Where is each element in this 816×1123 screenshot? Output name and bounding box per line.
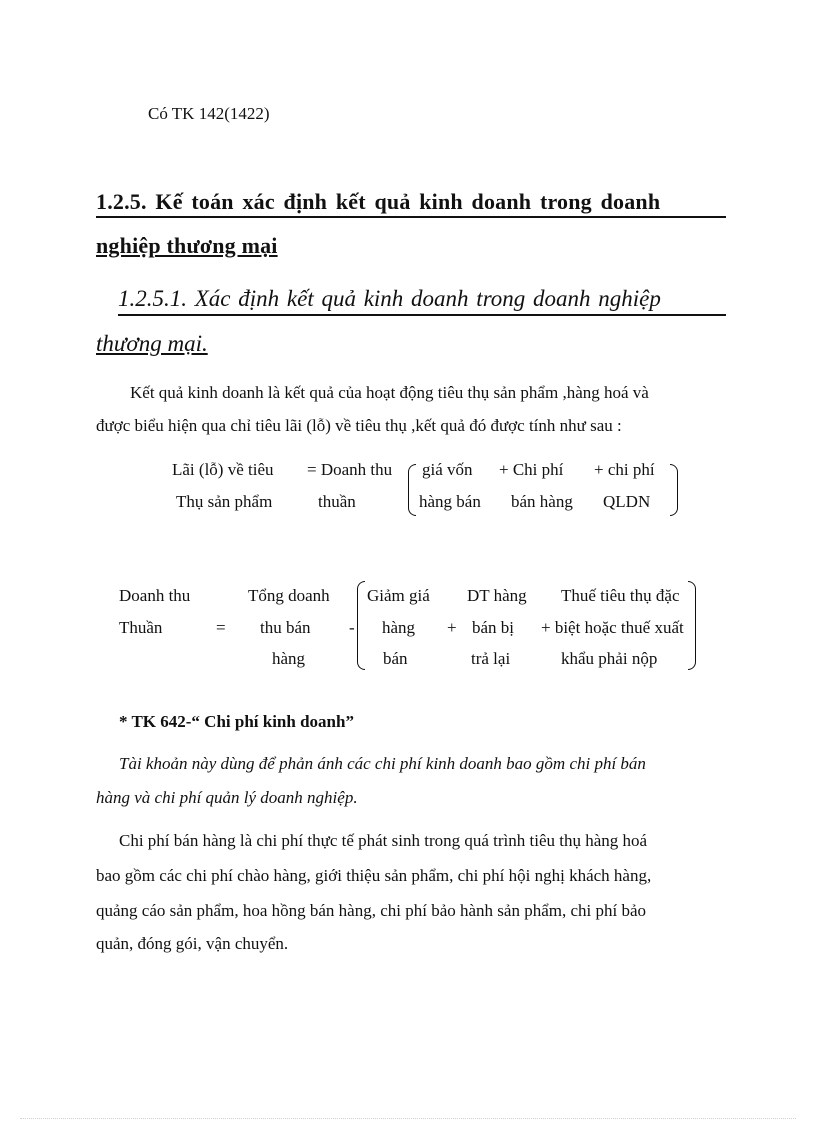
formula1-lhs-line1: Lãi (lỗ) về tiêu — [172, 460, 274, 479]
subsection-heading-line1: 1.2.5.1. Xác định kết quả kinh doanh trong doanh nghiệp — [118, 286, 661, 311]
formula1-cogs-line1: giá vốn — [422, 460, 473, 479]
right-brace — [670, 464, 678, 516]
intro-paragraph-line1: Kết quả kinh doanh là kết quả của hoạt động tiêu thụ sản phẩm ,hàng hoá và — [130, 383, 649, 402]
formula2-tax-line2: + biệt hoặc thuế xuất — [541, 618, 684, 637]
formula2-total-line3: hàng — [272, 649, 306, 668]
formula2-minus: - — [349, 618, 355, 637]
italic-paragraph-line2: hàng và chi phí quản lý doanh nghiệp. — [96, 788, 358, 807]
formula1-admin-cost-line1: + chi phí — [594, 460, 655, 479]
formula1-net-revenue: = Doanh thu — [307, 460, 393, 479]
section-heading-line2: nghiệp thương mại — [96, 233, 278, 258]
formula2-discount-line3: bán — [383, 649, 408, 668]
right-brace — [688, 581, 696, 670]
formula2-discount-line1: Giảm giá — [367, 586, 430, 605]
formula2-total-line1: Tổng doanh — [248, 586, 330, 605]
formula1-net-revenue-line2: thuần — [318, 492, 356, 511]
formula2-discount-line2: hàng — [382, 618, 416, 637]
formula1-cogs-line2: hàng bán — [419, 492, 481, 511]
section-heading-underline-1 — [96, 216, 726, 218]
formula2-lhs-line2: Thuần — [119, 618, 163, 637]
formula2-plus: + — [447, 618, 457, 637]
body-paragraph-line1: Chi phí bán hàng là chi phí thực tế phát sinh trong quá trình tiêu thụ hàng hoá — [119, 831, 648, 850]
italic-paragraph-line1: Tài khoản này dùng để phản ánh các chi phí kinh doanh bao gồm chi phí bán — [119, 754, 646, 773]
formula1-selling-cost-line2: bán hàng — [511, 492, 573, 511]
body-paragraph-line2: bao gồm các chi phí chào hàng, giới thiệu sản phẩm, chi phí hội nghị khách hàng, — [96, 866, 652, 885]
subsection-heading-line2: thương mại. — [96, 331, 208, 356]
tk642-heading: * TK 642-“ Chi phí kinh doanh” — [119, 712, 354, 731]
section-heading-line1: 1.2.5. Kế toán xác định kết quả kinh doanh trong doanh — [96, 189, 661, 214]
page-bottom-divider — [20, 1118, 796, 1119]
formula2-returns-line1: DT hàng — [467, 586, 527, 605]
account-line: Có TK 142(1422) — [148, 104, 270, 123]
formula2-returns-line3: trả lại — [471, 649, 511, 668]
formula2-equals: = — [216, 618, 226, 637]
formula1-lhs-line2: Thụ sản phẩm — [176, 492, 273, 511]
formula2-total-line2: thu bán — [260, 618, 311, 637]
formula2-lhs-line1: Doanh thu — [119, 586, 191, 605]
left-brace — [357, 581, 365, 670]
intro-paragraph-line2: được biểu hiện qua chỉ tiêu lãi (lỗ) về tiêu thụ ,kết quả đó được tính như sau : — [96, 416, 622, 435]
formula2-tax-line1: Thuế tiêu thụ đặc — [561, 586, 680, 605]
body-paragraph-line4: quản, đóng gói, vận chuyển. — [96, 934, 289, 953]
formula1-selling-cost-line1: + Chi phí — [499, 460, 564, 479]
formula2-returns-line2: bán bị — [472, 618, 515, 637]
body-paragraph-line3: quảng cáo sản phẩm, hoa hồng bán hàng, chi phí bảo hành sản phẩm, chi phí bảo — [96, 901, 647, 920]
formula2-tax-line3: khẩu phải nộp — [561, 649, 658, 668]
left-brace — [408, 464, 416, 516]
subsection-heading-underline-1 — [118, 314, 726, 316]
formula1-admin-cost-line2: QLDN — [603, 492, 651, 511]
